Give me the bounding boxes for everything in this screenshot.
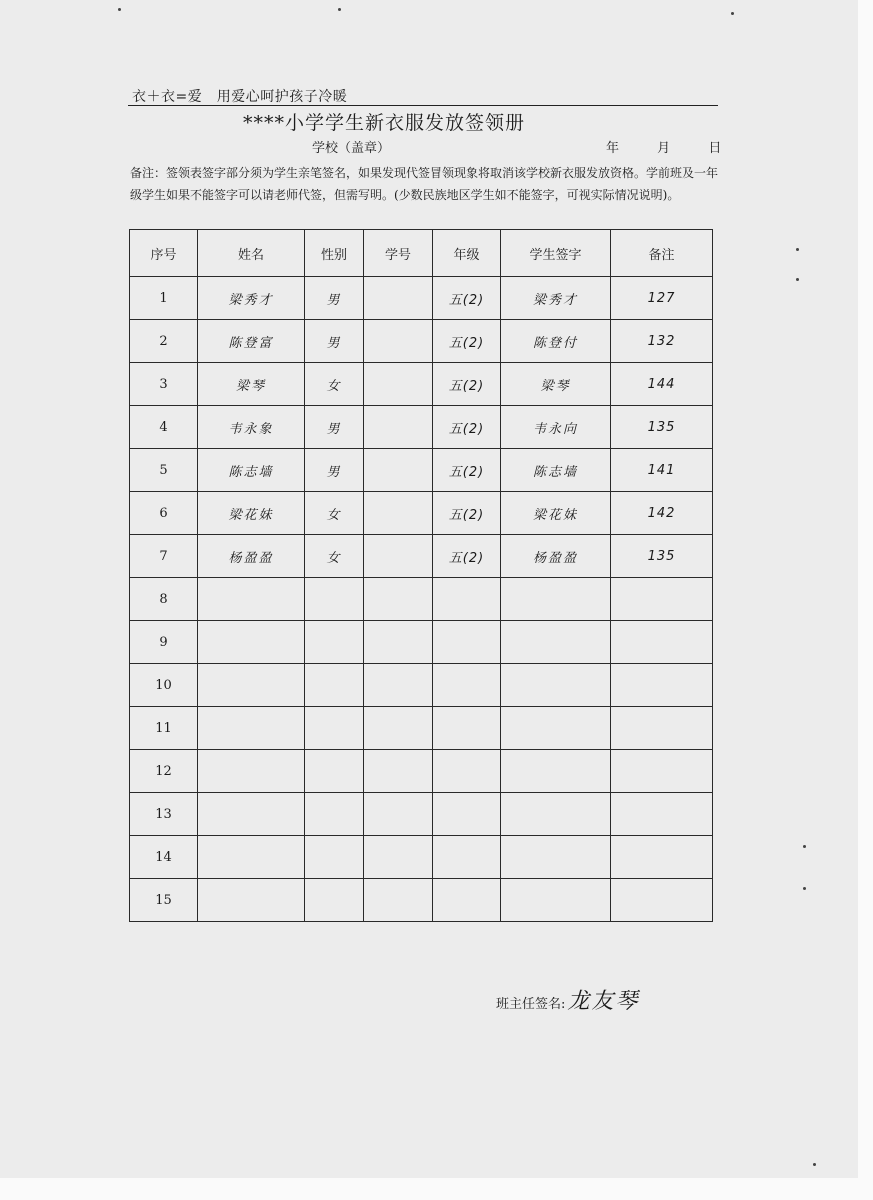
header-divider — [128, 105, 718, 106]
cell-student-id — [364, 320, 433, 363]
table-row — [130, 793, 713, 836]
table-row — [130, 277, 713, 320]
cell-remarks: 135 — [611, 535, 713, 578]
cell-grade — [433, 750, 501, 793]
page-title: ****小学学生新衣服发放签领册 — [243, 112, 526, 134]
cell-signature: 韦永向 — [501, 406, 611, 449]
table-row — [130, 492, 713, 535]
header-name: 姓名 — [198, 230, 305, 277]
header-no: 序号 — [130, 230, 198, 277]
cell-sex: 女 — [305, 363, 364, 406]
cell-student-id — [364, 793, 433, 836]
cell-grade — [433, 664, 501, 707]
table-header-row — [130, 230, 713, 277]
cell-name: 梁琴 — [198, 363, 305, 406]
date-line — [606, 137, 755, 156]
header-signature: 学生签字 — [501, 230, 611, 277]
cell-student-id — [364, 707, 433, 750]
cell-signature: 梁秀才 — [501, 277, 611, 320]
table-row — [130, 879, 713, 922]
cell-sex: 男 — [305, 277, 364, 320]
header-grade: 年级 — [433, 230, 501, 277]
scan-margin-right — [858, 0, 873, 1200]
cell-sex — [305, 707, 364, 750]
cell-grade — [433, 578, 501, 621]
cell-sex: 女 — [305, 535, 364, 578]
teacher-signature-label: 班主任签名: — [496, 997, 566, 1012]
scan-speck — [796, 278, 799, 281]
cell-sex — [305, 836, 364, 879]
cell-sex — [305, 578, 364, 621]
cell-sex: 男 — [305, 406, 364, 449]
table-row — [130, 406, 713, 449]
cell-no: 14 — [130, 836, 198, 879]
cell-name: 陈志墙 — [198, 449, 305, 492]
cell-student-id — [364, 492, 433, 535]
cell-student-id — [364, 836, 433, 879]
table-row — [130, 707, 713, 750]
cell-signature: 梁琴 — [501, 363, 611, 406]
cell-name — [198, 750, 305, 793]
table-row — [130, 750, 713, 793]
cell-signature: 陈登付 — [501, 320, 611, 363]
scan-speck — [118, 8, 121, 11]
table-row — [130, 449, 713, 492]
cell-name — [198, 836, 305, 879]
cell-grade — [433, 621, 501, 664]
cell-sex — [305, 664, 364, 707]
cell-grade — [433, 793, 501, 836]
header-student-id: 学号 — [364, 230, 433, 277]
cell-no: 7 — [130, 535, 198, 578]
date-year-label: 年 — [606, 141, 620, 156]
cell-remarks: 127 — [611, 277, 713, 320]
roster-body — [130, 277, 713, 922]
cell-name — [198, 879, 305, 922]
cell-student-id — [364, 277, 433, 320]
cell-grade: 五(2) — [433, 277, 501, 320]
cell-no: 13 — [130, 793, 198, 836]
cell-grade: 五(2) — [433, 535, 501, 578]
cell-no: 12 — [130, 750, 198, 793]
cell-signature — [501, 707, 611, 750]
cell-signature — [501, 793, 611, 836]
cell-student-id — [364, 449, 433, 492]
slogan: 衣＋衣=爱 用爱心呵护孩子冷暖 — [132, 89, 348, 105]
cell-remarks: 144 — [611, 363, 713, 406]
cell-name: 韦永象 — [198, 406, 305, 449]
cell-remarks: 141 — [611, 449, 713, 492]
cell-no: 15 — [130, 879, 198, 922]
cell-remarks: 132 — [611, 320, 713, 363]
cell-remarks — [611, 836, 713, 879]
roster-table — [129, 229, 713, 922]
cell-remarks: 135 — [611, 406, 713, 449]
cell-signature — [501, 664, 611, 707]
table-row — [130, 578, 713, 621]
table-row — [130, 836, 713, 879]
table-row — [130, 535, 713, 578]
cell-remarks — [611, 621, 713, 664]
cell-no: 10 — [130, 664, 198, 707]
cell-no: 1 — [130, 277, 198, 320]
cell-sex: 男 — [305, 449, 364, 492]
cell-grade — [433, 879, 501, 922]
scan-speck — [813, 1163, 816, 1166]
cell-student-id — [364, 664, 433, 707]
cell-remarks — [611, 879, 713, 922]
cell-sex: 女 — [305, 492, 364, 535]
cell-name: 梁秀才 — [198, 277, 305, 320]
cell-name: 梁花妹 — [198, 492, 305, 535]
cell-remarks: 142 — [611, 492, 713, 535]
scan-speck — [731, 12, 734, 15]
cell-grade: 五(2) — [433, 363, 501, 406]
cell-student-id — [364, 363, 433, 406]
cell-name — [198, 578, 305, 621]
cell-name: 陈登富 — [198, 320, 305, 363]
cell-no: 9 — [130, 621, 198, 664]
cell-remarks — [611, 793, 713, 836]
cell-no: 6 — [130, 492, 198, 535]
cell-grade — [433, 707, 501, 750]
cell-name — [198, 793, 305, 836]
scan-speck — [796, 248, 799, 251]
cell-signature — [501, 578, 611, 621]
cell-no: 2 — [130, 320, 198, 363]
cell-name — [198, 707, 305, 750]
table-row — [130, 320, 713, 363]
cell-name — [198, 664, 305, 707]
cell-grade: 五(2) — [433, 449, 501, 492]
cell-sex — [305, 793, 364, 836]
date-day-label: 日 — [708, 141, 722, 156]
cell-name: 杨盈盈 — [198, 535, 305, 578]
table-row — [130, 363, 713, 406]
cell-signature — [501, 879, 611, 922]
school-stamp-label: 学校（盖章） — [312, 141, 391, 156]
header-sex: 性别 — [305, 230, 364, 277]
cell-no: 4 — [130, 406, 198, 449]
cell-signature — [501, 621, 611, 664]
cell-no: 5 — [130, 449, 198, 492]
cell-grade — [433, 836, 501, 879]
cell-remarks — [611, 664, 713, 707]
cell-sex — [305, 879, 364, 922]
teacher-signature-block — [496, 984, 639, 1015]
scan-speck — [338, 8, 341, 11]
cell-remarks — [611, 750, 713, 793]
date-month-label: 月 — [657, 141, 671, 156]
cell-sex — [305, 621, 364, 664]
scan-speck — [803, 887, 806, 890]
cell-grade: 五(2) — [433, 320, 501, 363]
cell-signature: 梁花妹 — [501, 492, 611, 535]
header-remarks: 备注 — [611, 230, 713, 277]
cell-student-id — [364, 406, 433, 449]
cell-grade: 五(2) — [433, 492, 501, 535]
cell-remarks — [611, 707, 713, 750]
cell-sex: 男 — [305, 320, 364, 363]
cell-signature — [501, 750, 611, 793]
cell-sex — [305, 750, 364, 793]
cell-no: 3 — [130, 363, 198, 406]
cell-student-id — [364, 578, 433, 621]
cell-remarks — [611, 578, 713, 621]
cell-signature: 杨盈盈 — [501, 535, 611, 578]
cell-student-id — [364, 750, 433, 793]
cell-student-id — [364, 621, 433, 664]
cell-student-id — [364, 535, 433, 578]
teacher-signature: 龙友琴 — [567, 989, 640, 1014]
table-row — [130, 664, 713, 707]
table-row — [130, 621, 713, 664]
cell-grade: 五(2) — [433, 406, 501, 449]
cell-no: 11 — [130, 707, 198, 750]
cell-student-id — [364, 879, 433, 922]
cell-signature — [501, 836, 611, 879]
scan-margin-bottom — [0, 1178, 873, 1200]
instructions-note: 备注：签领表签字部分须为学生亲笔签名，如果发现代签冒领现象将取消该学校新衣服发放资格。学前班及一年级学生如果不能签字可以请老师代签，但需写明。(少数民族地区学生如不能签字，可视实际情况说明)。 — [130, 166, 719, 202]
cell-no: 8 — [130, 578, 198, 621]
cell-name — [198, 621, 305, 664]
cell-signature: 陈志墙 — [501, 449, 611, 492]
scan-speck — [803, 845, 806, 848]
